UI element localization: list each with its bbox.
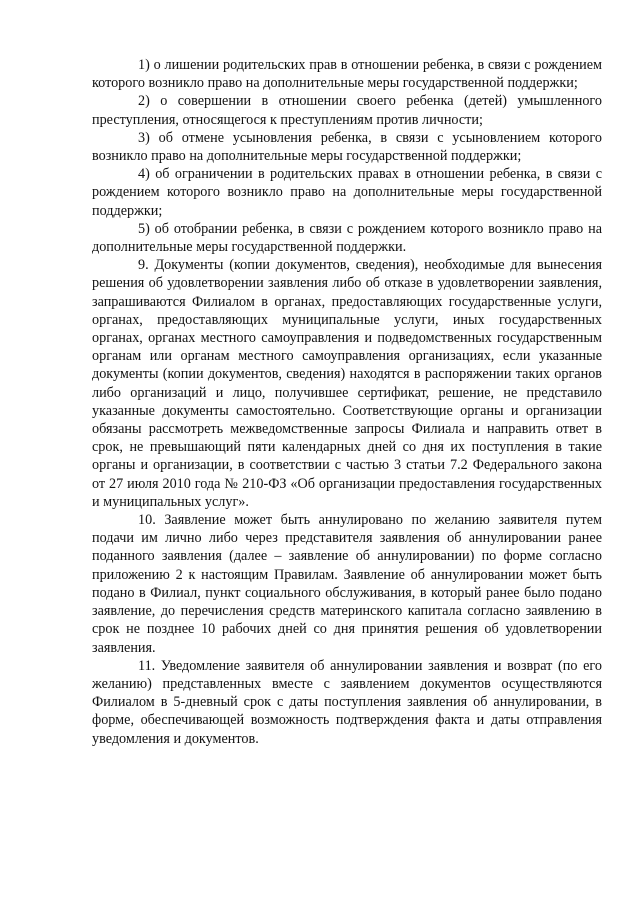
paragraph-item-3: 3) об отмене усыновления ребенка, в связи с усыновлением которого возникло право на дополнительные меры государственной поддержки;	[92, 129, 602, 165]
paragraph-clause-11: 11. Уведомление заявителя об аннулировании заявления и возврат (по его желанию) представленных вместе с заявлением документов осуществляются Филиалом в 5-дневный срок с даты поступления заявления об аннулировании, в форме, обеспечивающей возможность подтверждения факта и даты отправления уведомления и документов.	[92, 657, 602, 747]
paragraph-item-2: 2) о совершении в отношении своего ребенка (детей) умышленного преступления, относящегося к преступлениям против личности;	[92, 93, 602, 128]
paragraph-item-4: 4) об ограничении в родительских правах в отношении ребенка, в связи с рождением которого возникло право на дополнительные меры государственной поддержки;	[92, 166, 602, 219]
paragraph-clause-10: 10. Заявление может быть аннулировано по желанию заявителя путем подачи им лично либо через представителя заявления об аннулировании ранее поданного заявления (далее – заявление об аннулировании) по форме согласно приложению 2 к настоящим Правилам. Заявление об аннулировании может быть подано в Филиал, пункт социального обслуживания, в который ранее было подано заявление, до перечисления средств материнского капитала согласно заявлению в срок не позднее 10 рабочих дней со дня принятия решения об удовлетворении заявления.	[92, 512, 602, 656]
paragraph-item-1: 1) о лишении родительских прав в отношении ребенка, в связи с рождением которого возникло право на дополнительные меры государственной поддержки;	[92, 57, 602, 92]
document-body	[92, 56, 602, 748]
paragraph-item-5: 5) об отобрании ребенка, в связи с рождением которого возникло право на дополнительные меры государственной поддержки.	[92, 220, 602, 256]
paragraph-clause-9: 9. Документы (копии документов, сведения), необходимые для вынесения решения об удовлетворении заявления либо об отказе в удовлетворении заявления, запрашиваются Филиалом в органах, предоставляющих государственные услуги, органах, предоставляющих муниципальные услуги, иных государственных органах, органах местного самоуправления и подведомственных государственным органам или органам местного самоуправления организациях, если указанные документы (копии документов, сведения) находятся в распоряжении таких органов либо организаций и лицо, получившее сертификат, решение, не представило указанные документы самостоятельно. Соответствующие органы и организации обязаны рассмотреть межведомственные запросы Филиала и направить ответ в срок, не превышающий пяти календарных дней со дня их поступления в такие органы и организации, в соответствии с частью 3 статьи 7.2 Федерального закона от 27 июля 2010 года № 210-ФЗ «Об организации предоставления государственных и муниципальных услуг».	[92, 257, 602, 510]
